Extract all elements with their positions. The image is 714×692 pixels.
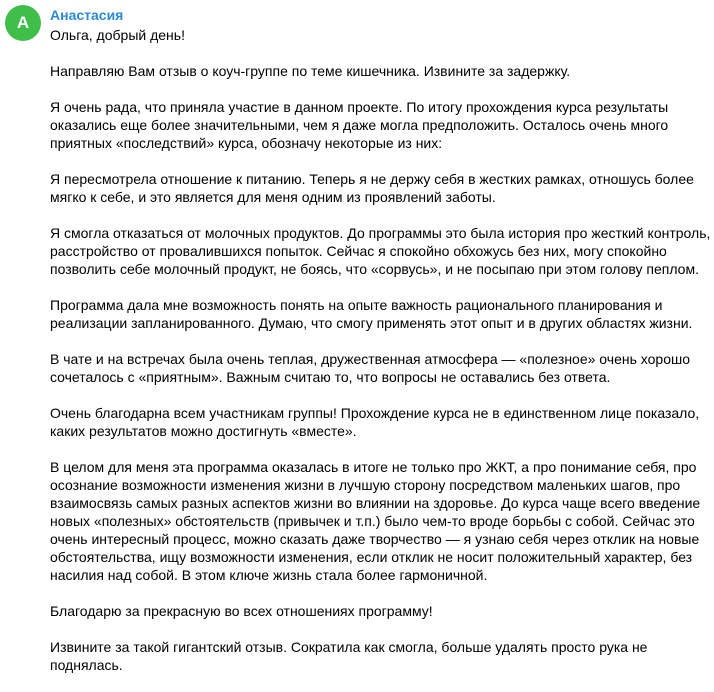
message-paragraph xyxy=(50,350,708,386)
message-paragraph xyxy=(50,296,708,332)
message-line: Очень благодарна всем участникам группы! Прохождение курса не в единственном лице показало, xyxy=(50,405,700,421)
message-paragraph xyxy=(50,638,708,674)
message-line: Ольга, добрый день! xyxy=(50,27,185,43)
message-line: Я очень рада, что приняла участие в данном проекте. По итогу прохождения курса результаты xyxy=(50,99,669,115)
message-line: В целом для меня эта программа оказалась в итоге не только про ЖКТ, а про понимание себя, про xyxy=(50,459,697,475)
message-line: каких результатов можно достигнуть «вместе». xyxy=(50,423,357,439)
message-paragraph xyxy=(50,26,708,44)
message-line: насилия над собой. В этом ключе жизнь стала более гармоничной. xyxy=(50,567,488,583)
message-line: расстройство от провалившихся попыток. Сейчас я спокойно обхожусь без них, могу спокойно xyxy=(50,243,667,259)
message-paragraph xyxy=(50,224,711,278)
message-line: обстоятельства, ищу возможности изменения, если отклик не носит положительный характер, без xyxy=(50,549,693,565)
message-line: Я смогла отказаться от молочных продуктов. До программы это была история про жесткий контроль, xyxy=(50,225,711,241)
message-line: В чате и на встречах была очень теплая, дружественная атмосфера — «полезное» очень хорошо xyxy=(50,351,691,367)
message-paragraph xyxy=(50,98,708,152)
message-line: новых «полезных» обстоятельств (привычек и т.п.) было чем-то вроде борьбы с собой. Сейчас это xyxy=(50,513,695,529)
message-line: очень интересный процесс, можно сказать даже творчество — я узнаю себя через отклик на новые xyxy=(50,531,700,547)
message-line: позволить себе молочный продукт, не боясь, что «сорвусь», и не посыпаю при этом голову пеплом. xyxy=(50,261,699,277)
message-line: осознание возможности изменения жизни в лучшую сторону посредством маленьких шагов, про xyxy=(50,477,681,493)
avatar-letter: А xyxy=(16,13,30,32)
message-line: поднялась. xyxy=(50,657,123,673)
message-line: Направляю Вам отзыв о коуч-группе по теме кишечника. Извините за задержку. xyxy=(50,63,571,79)
message-paragraph xyxy=(50,170,708,206)
message-body xyxy=(50,26,711,674)
message-content xyxy=(50,6,711,692)
message-line: мягко к себе, и это является для меня одним из проявлений заботы. xyxy=(50,189,496,205)
message-line: сочеталось с «приятным». Важным считаю то, что вопросы не оставались без ответа. xyxy=(50,369,611,385)
message-line: приятных «последствий» курса, обозначу некоторые из них: xyxy=(50,135,443,151)
message-line: реализации запланированного. Думаю, что смогу применять этот опыт и в других областях жизни. xyxy=(50,315,693,331)
message-line: Я пересмотрела отношение к питанию. Теперь я не держу себя в жестких рамках, отношусь более xyxy=(50,171,694,187)
message-line: Благодарю за прекрасную во всех отношениях программу! xyxy=(50,603,433,619)
message-paragraph xyxy=(50,602,708,620)
avatar[interactable] xyxy=(5,5,41,41)
message-line: Извините за такой гигантский отзыв. Сократила как смогла, больше удалять просто рука не xyxy=(50,639,648,655)
message-line: Программа дала мне возможность понять на опыте важность рационального планирования и xyxy=(50,297,663,313)
message-paragraph xyxy=(50,404,708,440)
sender-name[interactable]: Анастасия xyxy=(50,7,124,23)
message-line: оказались еще более значительными, чем я даже могла предположить. Осталось очень много xyxy=(50,117,669,133)
message-line: взаимосвязь самых разных аспектов жизни во влиянии на здоровье. До курса чаще всего введение xyxy=(50,495,701,511)
message-paragraph xyxy=(50,62,708,80)
message-paragraph xyxy=(50,458,708,584)
